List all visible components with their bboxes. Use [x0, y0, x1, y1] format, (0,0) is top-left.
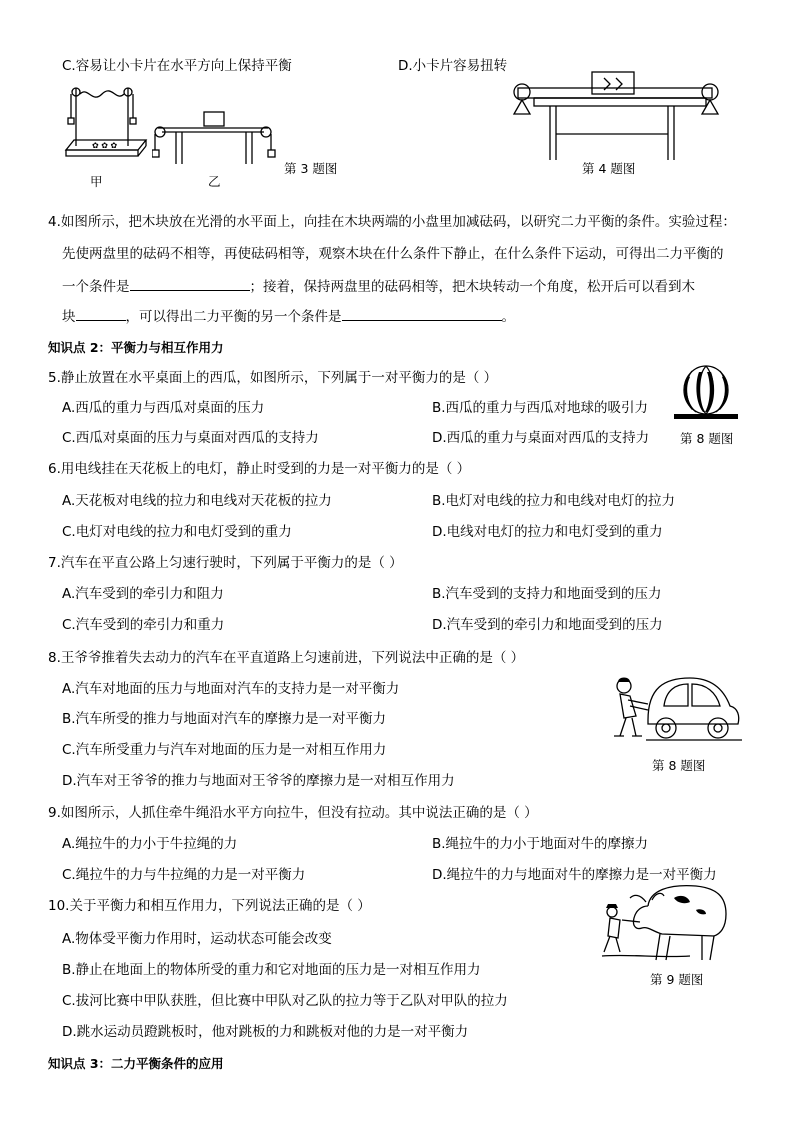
- q4-line-4: [62, 306, 515, 327]
- figure-3-yi-apparatus: [152, 108, 276, 166]
- figure-3-label-jia: 甲: [90, 174, 103, 189]
- figure-watermelon: [672, 362, 740, 420]
- q9-stem: 9.如图所示，人抓住牵牛绳沿水平方向拉牛，但没有拉动。其中说法正确的是（ ）: [48, 805, 538, 821]
- q8-stem: 8.王爷爷推着失去动力的汽车在平直道路上匀速前进，下列说法中正确的是（ ）: [48, 650, 525, 666]
- section-3-heading: 知识点 3：二力平衡条件的应用: [48, 1056, 224, 1071]
- figure-man-pushing-car: [606, 668, 744, 744]
- q4-blank-3[interactable]: [342, 306, 502, 321]
- q6-stem: 6.用电线挂在天花板上的电灯，静止时受到的力是一对平衡力的是（ ）: [48, 461, 471, 477]
- q4-blank-2[interactable]: [76, 306, 126, 321]
- figure-4-apparatus: [508, 70, 732, 162]
- q10-option-c: C.拔河比赛中甲队获胜，但比赛中甲队对乙队的拉力等于乙队对甲队的拉力: [62, 993, 508, 1009]
- q8-option-a: A.汽车对地面的压力与地面对汽车的支持力是一对平衡力: [62, 681, 400, 697]
- q4-line-4-start: 块: [62, 309, 76, 325]
- q10-option-a: A.物体受平衡力作用时，运动状态可能会改变: [62, 931, 332, 947]
- figure-3-label-yi: 乙: [208, 174, 221, 189]
- q5-figure-caption: 第 8 题图: [680, 431, 734, 446]
- q7-option-c: C.汽车受到的牵引力和重力: [62, 617, 225, 633]
- figure-4-caption: 第 4 题图: [582, 161, 636, 176]
- figure-man-pulling-ox: [600, 876, 730, 962]
- q6-option-a: A.天花板对电线的拉力和电线对天花板的拉力: [62, 493, 332, 509]
- svg-text:✿ ✿ ✿: ✿ ✿ ✿: [92, 141, 118, 150]
- q9-option-d: D.绳拉牛的力与地面对牛的摩擦力是一对平衡力: [432, 867, 717, 883]
- q5-option-c: C.西瓜对桌面的压力与桌面对西瓜的支持力: [62, 430, 319, 446]
- q6-option-b: B.电灯对电线的拉力和电线对电灯的拉力: [432, 493, 676, 509]
- q9-option-b: B.绳拉牛的力小于地面对牛的摩擦力: [432, 836, 649, 852]
- q10-stem: 10.关于平衡力和相互作用力，下列说法正确的是（ ）: [48, 898, 371, 914]
- q9-option-a: A.绳拉牛的力小于牛拉绳的力: [62, 836, 238, 852]
- q7-option-d: D.汽车受到的牵引力和地面受到的压力: [432, 617, 663, 633]
- q10-option-d: D.跳水运动员蹬跳板时，他对跳板的力和跳板对他的力是一对平衡力: [62, 1024, 469, 1040]
- q5-option-b: B.西瓜的重力与西瓜对地球的吸引力: [432, 400, 649, 416]
- q4-blank-1[interactable]: [130, 276, 250, 291]
- q8-option-c: C.汽车所受重力与汽车对地面的压力是一对相互作用力: [62, 742, 387, 758]
- q4-line-2: 先使两盘里的砝码不相等，再使砝码相等，观察木块在什么条件下静止，在什么条件下运动，可得出二力平衡的: [62, 246, 724, 262]
- q5-option-d: D.西瓜的重力与桌面对西瓜的支持力: [432, 430, 650, 446]
- q8-option-d: D.汽车对王爷爷的推力与地面对王爷爷的摩擦力是一对相互作用力: [62, 773, 455, 789]
- q6-option-d: D.电线对电灯的拉力和电灯受到的重力: [432, 524, 663, 540]
- q8-option-b: B.汽车所受的推力与地面对汽车的摩擦力是一对平衡力: [62, 711, 387, 727]
- q4-line-3-start: 一个条件是: [62, 279, 130, 295]
- q4-line-3-end: ；接着，保持两盘里的砝码相等，把木块转动一个角度，松开后可以看到木: [249, 279, 695, 295]
- section-2-heading: 知识点 2：平衡力与相互作用力: [48, 340, 224, 355]
- q9-figure-caption: 第 9 题图: [650, 972, 704, 987]
- figure-3-jia-apparatus: [58, 82, 150, 166]
- q6-option-c: C.电灯对电线的拉力和电灯受到的重力: [62, 524, 292, 540]
- q3-option-c: C.容易让小卡片在水平方向上保持平衡: [62, 58, 292, 74]
- q4-line-4-mid: ，可以得出二力平衡的另一个条件是: [125, 309, 342, 325]
- q7-stem: 7.汽车在平直公路上匀速行驶时，下列属于平衡力的是（ ）: [48, 555, 403, 571]
- q7-option-b: B.汽车受到的支持力和地面受到的压力: [432, 586, 662, 602]
- q5-option-a: A.西瓜的重力与西瓜对桌面的压力: [62, 400, 265, 416]
- q7-option-a: A.汽车受到的牵引力和阻力: [62, 586, 224, 602]
- figure-3-caption: 第 3 题图: [284, 161, 338, 176]
- q4-line-3: [62, 276, 695, 297]
- q4-line-4-end: 。: [501, 309, 515, 325]
- q3-option-d: D.小卡片容易扭转: [398, 58, 508, 74]
- q9-option-c: C.绳拉牛的力与牛拉绳的力是一对平衡力: [62, 867, 306, 883]
- q8-figure-caption: 第 8 题图: [652, 758, 706, 773]
- q5-stem: 5.静止放置在水平桌面上的西瓜，如图所示，下列属于一对平衡力的是（ ）: [48, 370, 498, 386]
- q4-line-1: 4.如图所示，把木块放在光滑的水平面上，向挂在木块两端的小盘里加减砝码，以研究二力平衡的条件。实验过程：: [48, 214, 736, 230]
- q10-option-b: B.静止在地面上的物体所受的重力和它对地面的压力是一对相互作用力: [62, 962, 481, 978]
